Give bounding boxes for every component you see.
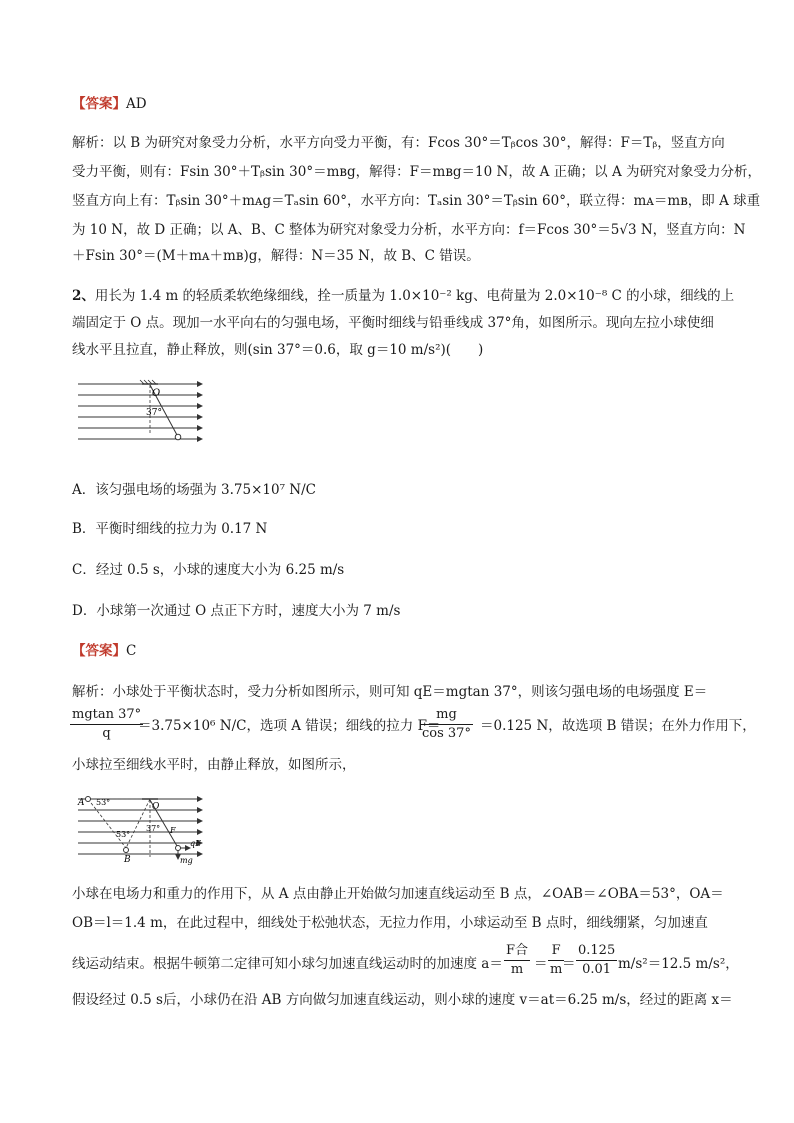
- q2-answer-line: [72, 641, 136, 661]
- q1-analysis-line-5: ＋Fsin 30°＝(M＋mᴀ＋mʙ)g，解得：N＝35 N，故 B、C 错误。: [72, 248, 480, 264]
- label-o: O: [152, 388, 161, 399]
- q1-analysis-line-1: 解析：以 B 为研究对象受力分析，水平方向受力平衡，有：Fcos 30°＝Tᵦcos 30°，解得：F＝Tᵦ，竖直方向: [72, 135, 725, 151]
- label-f: F: [170, 826, 176, 835]
- option-d: D．小球第一次通过 O 点正下方时，速度大小为 7 m/s: [72, 603, 401, 619]
- q2-analysis-line-3: 小球拉至细线水平时，由静止释放，如图所示，: [72, 757, 356, 773]
- label-53-top: 53°: [96, 798, 111, 807]
- q2-analysis2-line-1: 小球在电场力和重力的作用下，从 A 点由静止开始做匀加速直线运动至 B 点，∠OAB＝∠OBA＝53°，OA＝: [72, 886, 724, 902]
- ball-b: [124, 848, 129, 853]
- q1-analysis-line-3: 竖直方向上有：Tᵦsin 30°＋mᴀg＝Tₐsin 60°，水平方向：Tₐsin 30°＝Tᵦsin 60°，联立得：mᴀ＝mʙ，即 A 球重: [72, 193, 761, 209]
- option-a: A．该匀强电场的场强为 3.75×10⁷ N/C: [72, 482, 316, 498]
- question-number: 2、: [72, 288, 95, 304]
- q2-analysis-line-2a: ＝3.75×10⁶ N/C，选项 A 错误；细线的拉力 F＝: [138, 718, 441, 734]
- answer-value: C: [126, 643, 137, 659]
- q2-stem-line-2: 端固定于 O 点。现加一水平向右的匀强电场，平衡时细线与铅垂线成 37°角，如图所示。现向左拉小球使细: [72, 315, 714, 331]
- q2-analysis2-line-3b: m/s²＝12.5 m/s²，: [618, 956, 739, 972]
- q2-stem-line-3: 线水平且拉直，静止释放，则(sin 37°＝0.6，取 g＝10 m/s²)( ): [72, 342, 484, 358]
- q2-stem-line-1: 2、用长为 1.4 m 的轻质柔软绝缘细线，拴一质量为 1.0×10⁻² kg、电荷量为 2.0×10⁻⁸ C 的小球，细线的上: [72, 288, 735, 304]
- q1-analysis-line-4: 为 10 N，故 D 正确；以 A、B、C 整体为研究对象受力分析，水平方向：f＝Fcos 30°＝5√3 N，竖直方向：N: [72, 222, 746, 238]
- ball: [175, 434, 181, 440]
- option-b: B．平衡时细线的拉力为 0.17 N: [72, 521, 268, 537]
- label-mg: mg: [180, 856, 193, 865]
- label-a: A: [78, 798, 85, 808]
- q2-analysis2-line-4: 假设经过 0.5 s后，小球仍在沿 AB 方向做匀加速直线运动，则小球的速度 v＝at＝6.25 m/s，经过的距离 x＝: [72, 992, 733, 1008]
- label-angle: 37°: [146, 408, 162, 418]
- ball-a: [86, 797, 91, 802]
- q2-analysis-line-1: 解析：小球处于平衡状态时，受力分析如图所示，则可知 qE＝mgtan 37°，则该匀强电场的电场强度 E＝: [72, 684, 708, 700]
- fraction-a1: F合 m: [506, 943, 529, 977]
- fraction-f: $\frac{mg}{\cos 37^\circ}$: [422, 707, 471, 741]
- figure-2-motion: [76, 793, 206, 865]
- answer-value: AD: [126, 96, 147, 112]
- q2-analysis2-line-3a: 线运动结束。根据牛顿第二定律可知小球匀加速直线运动时的加速度 a＝: [72, 956, 503, 972]
- option-c: C．经过 0.5 s，小球的速度大小为 6.25 m/s: [72, 562, 345, 578]
- fraction-a2: $\frac{F}{m}$: [550, 943, 563, 977]
- ball-eq: [176, 846, 181, 851]
- fraction-e: $\frac{mgtan 37^\circ}{q}$: [72, 707, 142, 741]
- label-o: O: [152, 802, 160, 812]
- document-page: 【答案】AD 解析：以 B 为研究对象受力分析，水平方向受力平衡，有：Fcos 30°＝Tᵦcos 30°，解得：F＝Tᵦ，竖直方向 受力平衡，则有：Fsin 30°＋Tᵦsin 30°＝mʙg，解得：F＝mʙg＝10 N，故 A 正确；以 A 为研究对象受力分析， 竖直方向上有：Tᵦsin 30°＋mᴀg＝Tₐsin 60°，水平方向：Tₐsin 30°＝Tᵦsin 60°，联立得：mᴀ＝mʙ，即 A 球重 为 10 N，故 D 正确；以 A、B、C 整体为研究对象受力分析，水平方向：f＝Fcos 30°＝5√3 N，竖直方向：N ＋Fsin 30°＝(M＋mᴀ＋mʙ)g，解得：N＝35 N，故 B、C 错误。 2、用长为 1.4 m 的轻质柔软绝缘细线，拴一质量为 1.0×10⁻² kg、电荷量为 2.0×10⁻⁸ C 的小球，细线的上 端固定于 O 点。现加一水平向右的匀强电场，平衡时细线与铅垂线成 37°角，如图所示。现向左拉小球使细 线水平且拉直，静止释放，则(sin 37°＝0.6，取 g＝10 m/s²)( ) O 37° A．该匀强电场的场强为 3.75×10⁷ N/C B．平衡时细线的拉力为 0.17 N C．经过 0.5 s，小球的速度大小为 6.25 m/s D．小球第一次通过 O 点正下方时，速度大小为 7 m/s 【答案】C 解析：小球处于平衡状态时，受力分析如图所示，则可知 qE＝mgtan 37°，则该匀强电场的电场强度 E＝ $\frac{mgtan 37^\circ}{q}$ ＝3.75×10⁶ N/C，选项 A 错误；细线的拉力 F＝ $\frac{mg}{\cos 37^\circ}$ ＝0.125 N，故选项 B 错误；在外力作用下， 小球拉至细线水平时，由静止释放，如图所示， A 53° O 53° 37° F qE B mg 小球在电场力和重力的作用下，从 A 点由静止开始做匀加速直线运动至 B 点，∠OAB＝∠OBA＝53°，OA＝ OB＝l＝1.4 m，在此过程中，细线处于松弛状态，无拉力作用，小球运动至 B 点时，细线绷紧，匀加速直 线运动结束。根据牛顿第二定律可知小球匀加速直线运动时的加速度 a＝ F合 m ＝ $\frac{F}{m}$ ＝ $\frac{0.125}{0.01}$ m/s²＝12.5 m/s²， 假设经过 0.5 s后，小球仍在沿 AB 方向做匀加速直线运动，则小球的速度 v＝at＝6.25 m/s，经过的距离 x＝: [72, 96, 761, 1008]
- label-53-mid: 53°: [116, 830, 131, 839]
- q2-analysis2-line-2: OB＝l＝1.4 m，在此过程中，细线处于松弛状态，无拉力作用，小球运动至 B 点时，细线绷紧，匀加速直: [72, 915, 708, 931]
- figure-1-pendulum: [76, 376, 206, 448]
- q1-answer-line: [72, 94, 147, 114]
- answer-tag: 【答案】: [72, 643, 126, 659]
- q2-analysis-line-2b: ＝0.125 N，故选项 B 错误；在外力作用下，: [480, 718, 756, 734]
- q1-analysis-line-2: 受力平衡，则有：Fsin 30°＋Tᵦsin 30°＝mʙg，解得：F＝mʙg＝10 N，故 A 正确；以 A 为研究对象受力分析，: [72, 164, 761, 180]
- fraction-a3: $\frac{0.125}{0.01}$: [578, 943, 616, 977]
- label-37: 37°: [146, 824, 161, 833]
- answer-tag: 【答案】: [72, 96, 126, 112]
- label-b: B: [124, 855, 131, 865]
- label-qe: qE: [190, 839, 201, 848]
